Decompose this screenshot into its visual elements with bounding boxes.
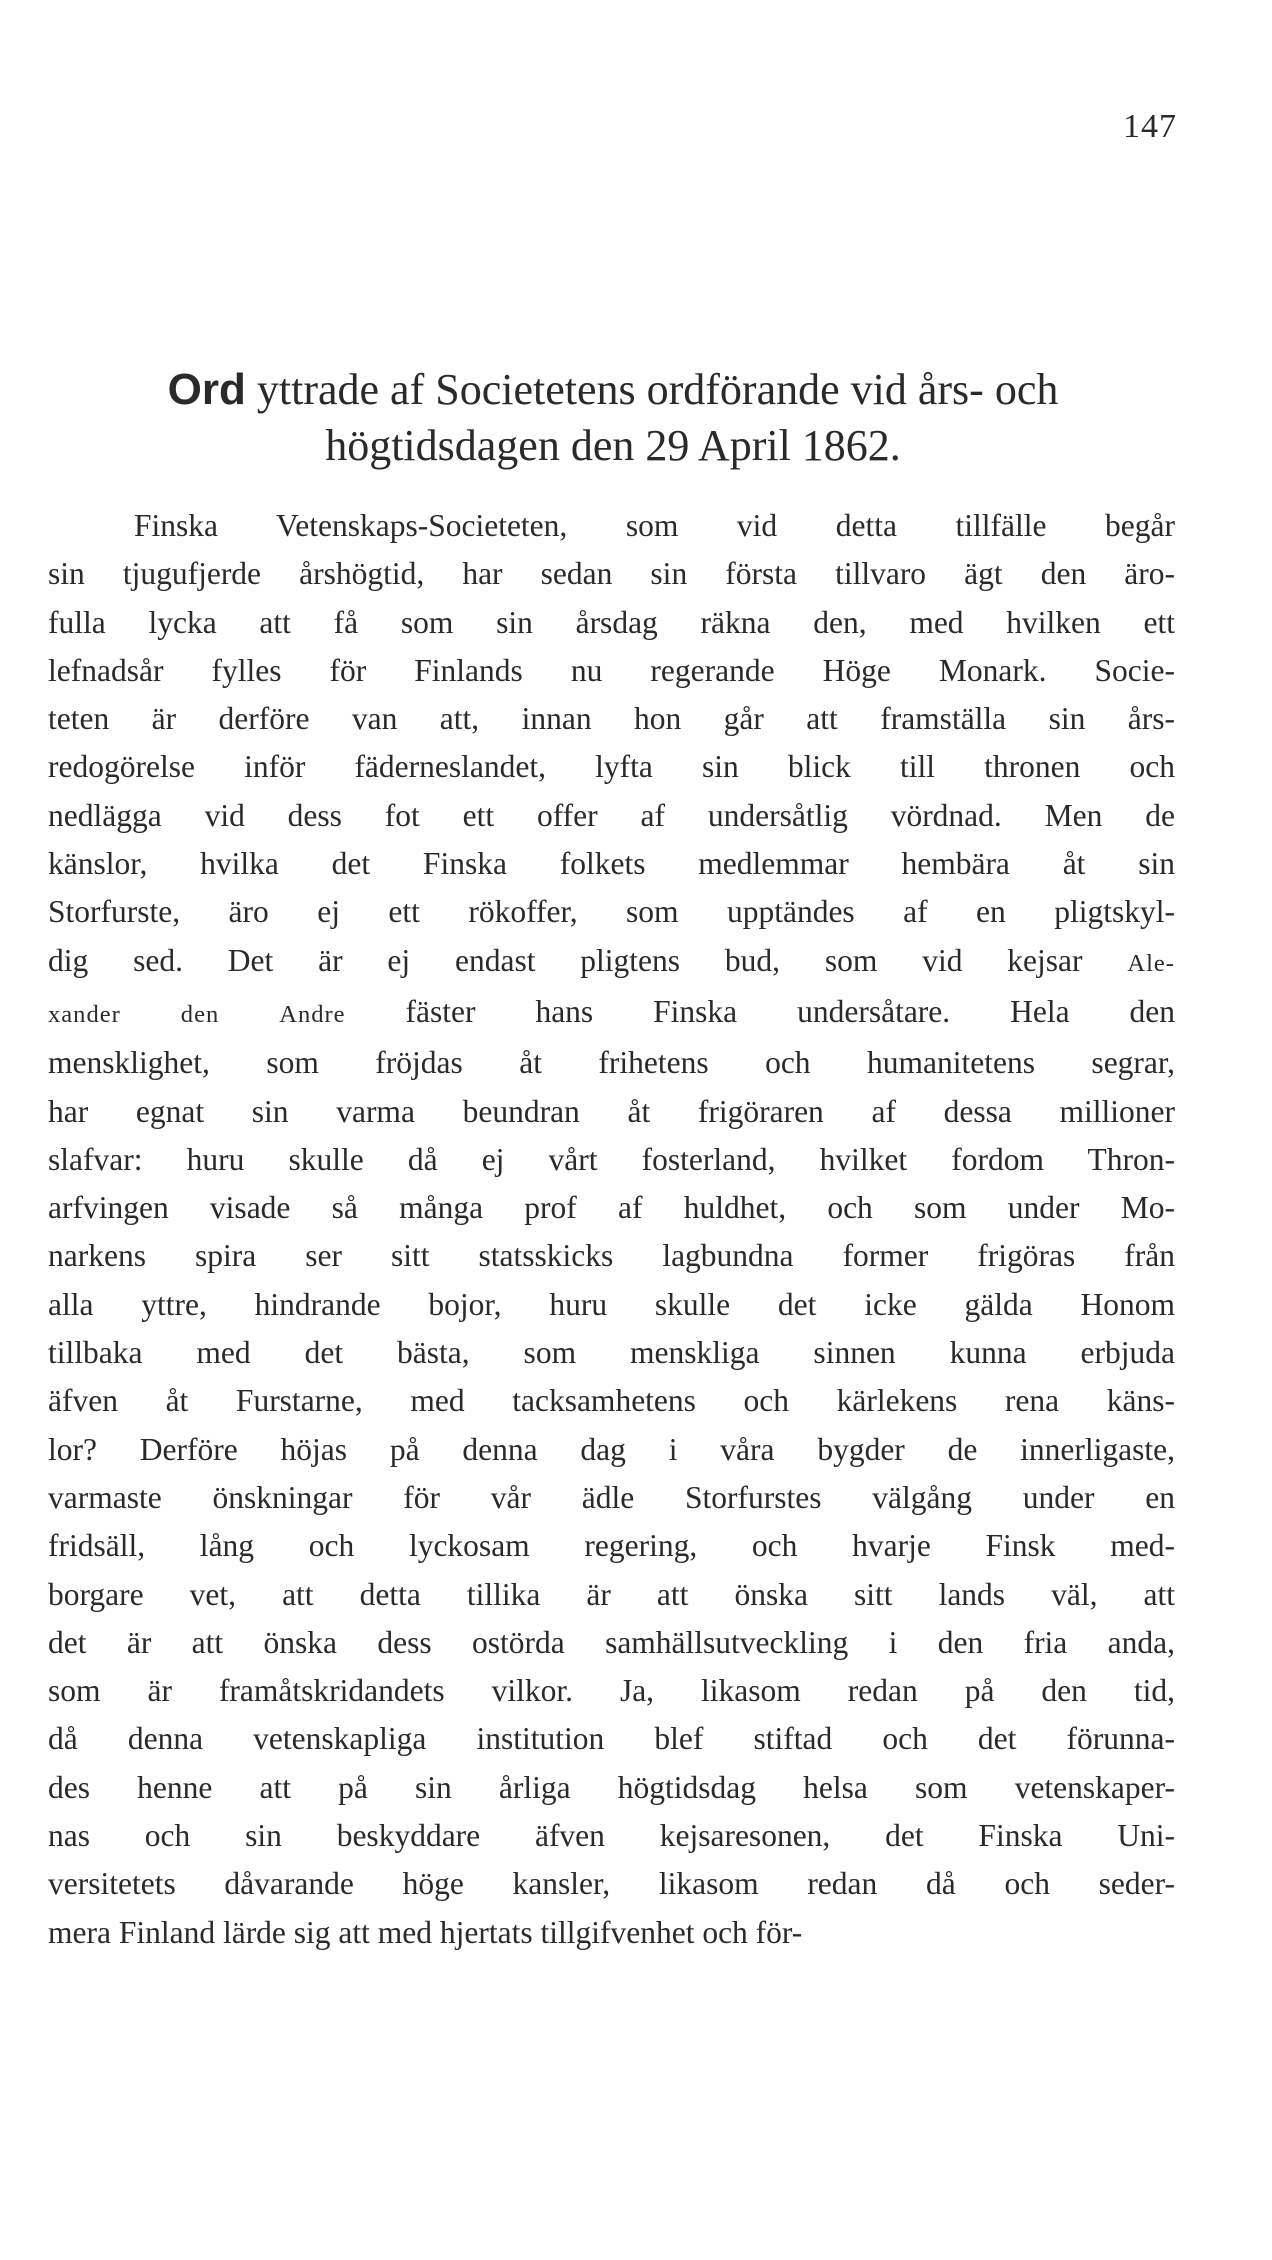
- text-line: äfven åt Furstarne, med tacksamhetens och kärlekens rena käns-: [48, 1383, 1175, 1419]
- smallcaps-name: den: [180, 1000, 220, 1028]
- text-line: narkens spira ser sitt statsskicks lagbundna former frigöras från: [48, 1238, 1175, 1274]
- text-line: tillbaka med det bästa, som menskliga sinnen kunna erbjuda: [48, 1335, 1175, 1371]
- text-line: mensklighet, som fröjdas åt frihetens och humanitetens segrar,: [48, 1045, 1175, 1081]
- text-line: des henne att på sin årliga högtidsdag helsa som vetenskaper-: [48, 1769, 1175, 1805]
- text-line: lor? Derföre höjas på denna dag i våra bygder de innerligaste,: [48, 1431, 1175, 1467]
- text-line: slafvar: huru skulle då ej vårt fosterland, hvilket fordom Thron-: [48, 1141, 1175, 1177]
- text-line: [48, 988, 1175, 1039]
- text-line: som är framåtskridandets vilkor. Ja, likasom redan på den tid,: [48, 1673, 1175, 1709]
- text-line: då denna vetenskapliga institution blef stiftad och det förunna-: [48, 1721, 1175, 1757]
- page-number: 147: [1123, 108, 1177, 145]
- text-line: nedlägga vid dess fot ett offer af undersåtlig vördnad. Men de: [48, 797, 1175, 833]
- smallcaps-name: Ale-: [1127, 949, 1175, 977]
- text-line: lefnadsår fylles för Finlands nu regerande Höge Monark. Socie-: [48, 652, 1175, 688]
- space: [121, 994, 181, 1029]
- text-line-start: dig sed. Det är ej endast pligtens bud, som vid kejsar: [48, 942, 1128, 978]
- text-line: Finska Vetenskaps-Societeten, som vid detta tillfälle begår: [134, 508, 1175, 543]
- text-line: fulla lycka att få som sin årsdag räkna den, med hvilken ett: [48, 604, 1175, 640]
- text-line-end: fäster hans Finska undersåtare. Hela den: [345, 993, 1175, 1029]
- text-line: har egnat sin varma beundran åt frigöraren af dessa millioner: [48, 1093, 1175, 1129]
- text-line: mera Finland lärde sig att med hjertats tillgifvenhet och för-: [48, 1914, 803, 1950]
- smallcaps-name: Andre: [279, 1000, 346, 1028]
- text-line: arfvingen visade så många prof af huldhet, och som under Mo-: [48, 1190, 1175, 1226]
- text-line: borgare vet, att detta tillika är att önska sitt lands väl, att: [48, 1576, 1175, 1612]
- text-line: alla yttre, hindrande bojor, huru skulle det icke gälda Honom: [48, 1286, 1175, 1322]
- text-line: versitetets dåvarande höge kansler, likasom redan då och seder-: [48, 1866, 1175, 1902]
- heading-lead-word: Ord: [167, 365, 246, 414]
- heading-line-2: högtidsdagen den 29 April 1862.: [325, 421, 901, 470]
- text-line: Storfurste, äro ej ett rökoffer, som upptändes af en pligtskyl-: [48, 894, 1175, 930]
- body-paragraph: [48, 502, 1175, 1957]
- space: [219, 994, 279, 1029]
- text-line: det är att önska dess ostörda samhällsutveckling i den fria anda,: [48, 1624, 1175, 1660]
- article-heading: [48, 362, 1178, 474]
- text-line: teten är derföre van att, innan hon går att framställa sin års-: [48, 701, 1175, 737]
- text-line: redogörelse inför fäderneslandet, lyfta sin blick till thronen och: [48, 749, 1175, 785]
- text-line: sin tjugufjerde årshögtid, har sedan sin första tillvaro ägt den äro-: [48, 556, 1175, 592]
- text-line: känslor, hvilka det Finska folkets medlemmar hembära åt sin: [48, 846, 1175, 882]
- text-line: [48, 937, 1175, 988]
- text-line: varmaste önskningar för vår ädle Storfurstes välgång under en: [48, 1479, 1175, 1515]
- text-line: fridsäll, lång och lyckosam regering, och hvarje Finsk med-: [48, 1528, 1175, 1564]
- text-line: nas och sin beskyddare äfven kejsaresonen, det Finska Uni-: [48, 1818, 1175, 1854]
- heading-line-1-rest: yttrade af Societetens ordförande vid års- och: [245, 365, 1059, 414]
- heading-line-1: [48, 362, 1178, 418]
- smallcaps-name: xander: [48, 1000, 121, 1028]
